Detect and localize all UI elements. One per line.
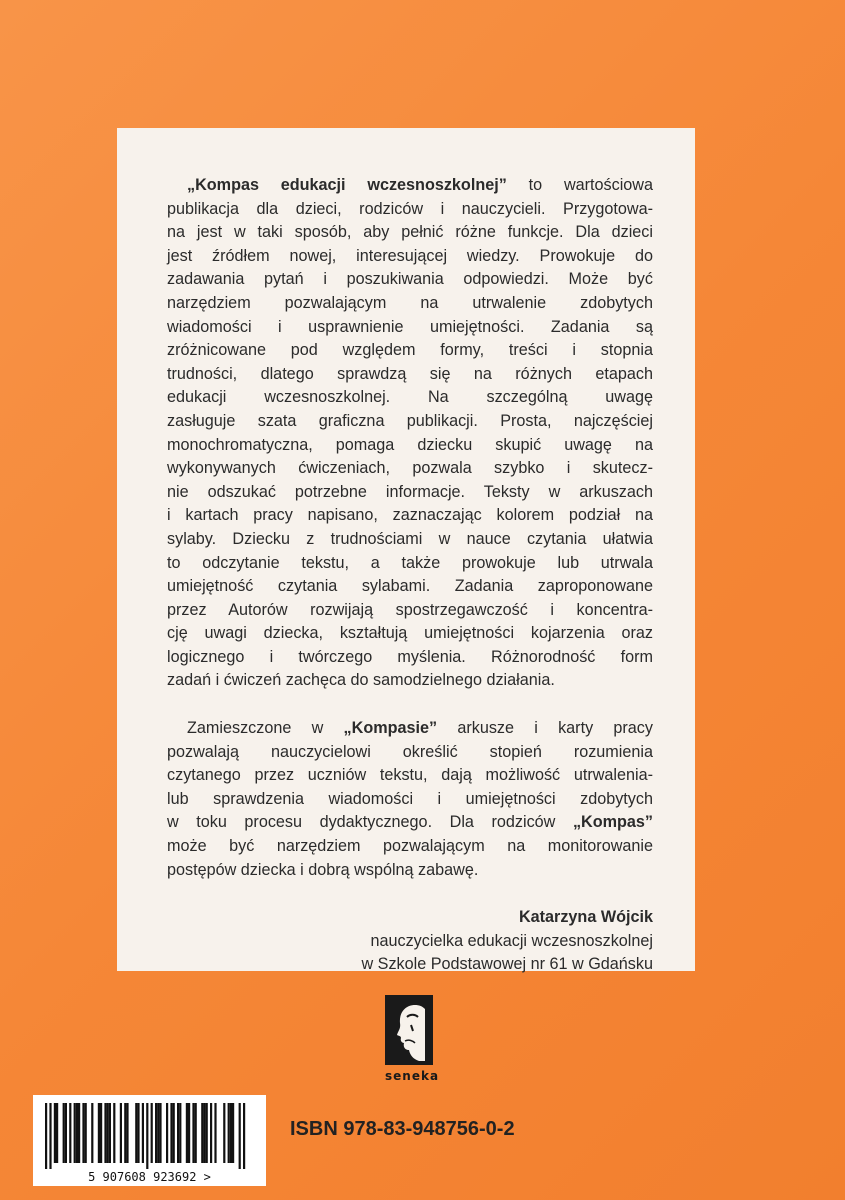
text-line xyxy=(167,811,653,835)
body-text: w toku procesu dydaktycznego. Dla rodziców xyxy=(167,813,573,832)
text-line xyxy=(167,316,653,340)
barcode-bar xyxy=(76,1103,78,1163)
body-text: umiejętność czytania sylabami. Zadania zaproponowane xyxy=(167,577,653,596)
barcode-bar xyxy=(104,1103,106,1163)
text-line xyxy=(167,717,653,741)
barcode-bar xyxy=(100,1103,102,1163)
barcode-bar xyxy=(188,1103,190,1163)
body-text: zasługuje szata graficzna publikacji. Prosta, najczęściej xyxy=(167,411,653,430)
text-line xyxy=(167,741,653,765)
description-text xyxy=(167,174,653,977)
publisher-name: seneka xyxy=(385,1069,440,1083)
barcode-bar xyxy=(230,1103,232,1163)
barcode-bar xyxy=(243,1103,245,1169)
barcode-bar xyxy=(109,1103,111,1163)
text-line xyxy=(167,764,653,788)
body-text: postępów dziecka i dobrą wspólną zabawę. xyxy=(167,860,479,879)
barcode-bar xyxy=(179,1103,181,1163)
barcode-bar xyxy=(192,1103,194,1163)
body-text: publikacja dla dzieci, rodziców i nauczycieli. Przygotowa- xyxy=(167,199,653,218)
body-text: zróżnicowane pod względem formy, treści i stopnia xyxy=(167,341,653,360)
body-text: wykonywanych ćwiczeniach, pozwala szybko i skutecz- xyxy=(167,459,653,478)
seneka-head-icon xyxy=(385,995,433,1065)
barcode-bar xyxy=(98,1103,100,1163)
barcode-bar xyxy=(54,1103,56,1163)
body-text: edukacji wczesnoszkolnej. Na szczególną uwagę xyxy=(167,388,653,407)
barcode-bar xyxy=(107,1103,109,1163)
barcode-bar xyxy=(49,1103,51,1169)
body-text: logicznego i twórczego myślenia. Różnorodność form xyxy=(167,647,653,666)
text-line xyxy=(167,363,653,387)
body-text: sylaby. Dziecku z trudnościami w nauce czytania ułatwia xyxy=(167,529,653,548)
barcode-bar xyxy=(126,1103,128,1163)
barcode-bar xyxy=(135,1103,137,1163)
author-school: w Szkole Podstawowej nr 61 w Gdańsku xyxy=(361,955,653,974)
publisher-logo xyxy=(385,995,440,1090)
text-line xyxy=(167,788,653,812)
paragraph-1 xyxy=(167,174,653,693)
body-text: monochromatyczna, pomaga dziecku skupić uwagę na xyxy=(167,435,653,454)
text-line xyxy=(167,268,653,292)
barcode-bar xyxy=(206,1103,208,1163)
barcode-bar xyxy=(223,1103,225,1163)
barcode-bar xyxy=(56,1103,58,1163)
barcode-bar xyxy=(228,1103,230,1163)
body-text: nie odszukać potrzebne informacje. Teksty w arkuszach xyxy=(167,482,653,501)
body-text: cję uwagi dziecka, kształtują umiejętności kojarzenia oraz xyxy=(167,624,653,643)
body-text: to odczytanie tekstu, a także prowokuje lub utrwala xyxy=(167,553,653,572)
barcode-bar xyxy=(203,1103,205,1163)
barcode-bar xyxy=(120,1103,122,1163)
text-line xyxy=(167,339,653,363)
barcode-bar xyxy=(232,1103,234,1163)
barcode-bar xyxy=(177,1103,179,1163)
barcode-bar xyxy=(74,1103,76,1163)
body-text: arkusze i karty pracy xyxy=(437,719,653,738)
barcode-bar xyxy=(173,1103,175,1163)
body-text: jest źródłem nowej, interesującej wiedzy. Prowokuje do xyxy=(167,246,653,265)
barcode-bar xyxy=(78,1103,80,1163)
barcode-bar xyxy=(239,1103,241,1169)
paragraph-2 xyxy=(167,717,653,882)
barcode-bar xyxy=(113,1103,115,1163)
text-line xyxy=(167,835,653,859)
text-line xyxy=(167,245,653,269)
barcode-bar xyxy=(91,1103,93,1163)
barcode-bar xyxy=(195,1103,197,1163)
text-line xyxy=(167,386,653,410)
body-text: może być narzędziem pozwalającym na monitorowanie xyxy=(167,837,653,856)
barcode-bar xyxy=(137,1103,139,1163)
body-text: zadań i ćwiczeń zachęca do samodzielnego działania. xyxy=(167,671,555,690)
body-text: trudności, dlatego sprawdzą się na różnych etapach xyxy=(167,364,653,383)
text-line xyxy=(167,669,653,693)
author-name: Katarzyna Wójcik xyxy=(518,908,653,927)
body-text: to wartościowa xyxy=(506,176,654,194)
barcode-bar xyxy=(85,1103,87,1163)
body-text: na jest w taki sposób, aby pełnić różne funkcje. Dla dzieci xyxy=(167,223,653,242)
barcode-bar xyxy=(210,1103,212,1163)
text-line xyxy=(167,575,653,599)
body-text: pozwalają nauczycielowi określić stopień rozumienia xyxy=(167,742,653,761)
text-line xyxy=(167,599,653,623)
barcode-bar xyxy=(151,1103,153,1163)
barcode-bar xyxy=(82,1103,84,1163)
barcode-bar xyxy=(45,1103,47,1169)
barcode-bar xyxy=(69,1103,71,1163)
text-line xyxy=(167,552,653,576)
description-panel xyxy=(117,128,695,974)
text-line xyxy=(167,174,653,198)
author-role: nauczycielka edukacji wczesnoszkolnej xyxy=(370,931,653,950)
text-line xyxy=(167,622,653,646)
signature xyxy=(167,906,653,977)
barcode-number: 5 907608 923692 > xyxy=(88,1170,211,1184)
barcode-bar xyxy=(63,1103,65,1163)
body-text: wiadomości i usprawnienie umiejętności. Zadania są xyxy=(167,317,653,336)
text-line xyxy=(167,410,653,434)
barcode-bar xyxy=(65,1103,67,1163)
text-line xyxy=(167,198,653,222)
text-line xyxy=(167,504,653,528)
barcode-bar xyxy=(166,1103,168,1163)
body-text: Zamieszczone w xyxy=(187,719,344,738)
body-text: przez Autorów rozwijają spostrzegawczość i koncentra- xyxy=(167,600,653,619)
bold-title-text: „Kompasie” xyxy=(343,719,438,738)
barcode-bar xyxy=(124,1103,126,1163)
barcode-bar xyxy=(142,1103,144,1163)
text-line xyxy=(167,434,653,458)
text-line xyxy=(167,292,653,316)
bold-title-text: „Kompas” xyxy=(572,813,653,832)
barcode-bar xyxy=(157,1103,159,1163)
text-line xyxy=(167,528,653,552)
barcode-bar xyxy=(155,1103,157,1163)
body-text: narzędziem pozwalającym na utrwalenie zdobytych xyxy=(167,293,653,312)
text-line xyxy=(167,481,653,505)
text-line xyxy=(167,859,653,883)
barcode-bar xyxy=(186,1103,188,1163)
barcode-bar xyxy=(201,1103,203,1163)
body-text: lub sprawdzenia wiadomości i umiejętności zdobytych xyxy=(167,789,653,808)
text-line xyxy=(167,646,653,670)
body-text: zadawania pytań i poszukiwania odpowiedzi. Może być xyxy=(167,270,653,289)
text-line xyxy=(167,457,653,481)
body-text: i kartach pracy napisano, zaznaczając kolorem podział na xyxy=(167,506,653,525)
barcode-bar xyxy=(170,1103,172,1163)
barcode-bar xyxy=(146,1103,148,1169)
bold-title-text: „Kompas edukacji wczesnoszkolnej” xyxy=(187,176,507,194)
barcode-bar xyxy=(214,1103,216,1163)
body-text: czytanego przez uczniów tekstu, dają możliwość utrwalenia- xyxy=(167,766,653,785)
barcode-bar xyxy=(159,1103,161,1163)
isbn-number: ISBN 978-83-948756-0-2 xyxy=(290,1118,515,1140)
text-line xyxy=(167,221,653,245)
barcode xyxy=(33,1095,266,1186)
